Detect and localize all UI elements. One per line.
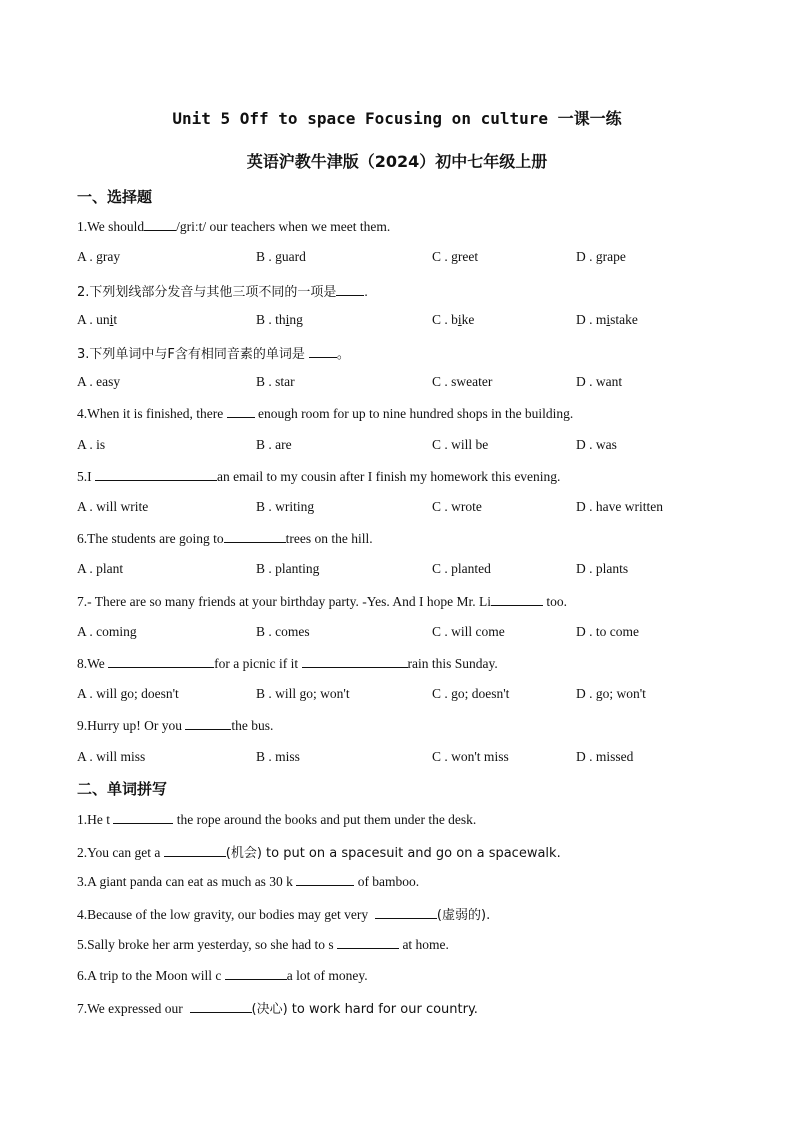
option-c[interactable]: C . sweater: [432, 374, 493, 389]
option-b[interactable]: B . guard: [256, 249, 306, 264]
option-b[interactable]: B . planting: [256, 561, 320, 576]
question-6: 6.The students are going to trees on the hill.: [77, 531, 373, 546]
question-8: 8.We for a picnic if it rain this Sunday.: [77, 656, 498, 671]
option-c[interactable]: C . will come: [432, 624, 505, 639]
question-7: 7.- There are so many friends at your birthday party. -Yes. And I hope Mr. Li too.: [77, 594, 568, 609]
answer-blank[interactable]: [95, 468, 217, 481]
section-heading-choice: 一、选择题: [77, 188, 153, 206]
option-d[interactable]: D . to come: [576, 624, 639, 639]
spelling-question-4: 4.Because of the low gravity, our bodies may get very (虚弱的).: [77, 907, 491, 923]
option-c[interactable]: C . will be: [432, 437, 489, 452]
option-b[interactable]: B . writing: [256, 499, 315, 514]
option-a[interactable]: A . gray: [77, 249, 121, 264]
answer-blank[interactable]: [336, 283, 364, 296]
answer-blank[interactable]: [185, 717, 231, 730]
option-b[interactable]: B . star: [256, 374, 295, 389]
option-a[interactable]: A . will miss: [77, 749, 146, 764]
question-3: 3.下列单词中与F含有相同音素的单词是 。: [77, 347, 350, 362]
option-c[interactable]: C . wrote: [432, 499, 482, 514]
option-b[interactable]: B . comes: [256, 624, 310, 639]
answer-blank[interactable]: [144, 218, 176, 231]
answer-blank[interactable]: [296, 873, 354, 886]
spelling-question-6: 6.A trip to the Moon will c a lot of money.: [77, 968, 368, 983]
option-d[interactable]: D . want: [576, 374, 623, 389]
question-9: 9.Hurry up! Or you the bus.: [77, 718, 274, 733]
option-d[interactable]: D . have written: [576, 499, 663, 514]
option-c[interactable]: C . planted: [432, 561, 491, 576]
spelling-question-3: 3.A giant panda can eat as much as 30 k of bamboo.: [77, 874, 420, 889]
document-title: Unit 5 Off to space Focusing on culture 一课一练: [172, 109, 622, 128]
spelling-question-1: 1.He t the rope around the books and put them under the desk.: [77, 812, 477, 827]
option-a[interactable]: A . easy: [77, 374, 121, 389]
option-c[interactable]: C . won't miss: [432, 749, 509, 764]
answer-blank[interactable]: [227, 405, 255, 418]
option-b[interactable]: B . will go; won't: [256, 686, 350, 701]
answer-blank[interactable]: [491, 593, 543, 606]
spelling-question-2: 2.You can get a (机会) to put on a spacesuit and go on a spacewalk.: [77, 845, 561, 861]
answer-blank[interactable]: [337, 936, 399, 949]
option-d[interactable]: D . was: [576, 437, 617, 452]
spelling-question-5: 5.Sally broke her arm yesterday, so she had to s at home.: [77, 937, 449, 952]
answer-blank[interactable]: [309, 345, 337, 358]
option-c[interactable]: C . greet: [432, 249, 479, 264]
question-4: 4.When it is finished, there enough room for up to nine hundred shops in the building.: [77, 406, 574, 421]
option-c[interactable]: C . bike: [432, 312, 475, 327]
answer-blank[interactable]: [190, 1000, 252, 1013]
answer-blank[interactable]: [164, 844, 226, 857]
option-d[interactable]: D . go; won't: [576, 686, 646, 701]
option-a[interactable]: A . plant: [77, 561, 124, 576]
option-d[interactable]: D . mistake: [576, 312, 638, 327]
option-a[interactable]: A . unit: [77, 312, 118, 327]
option-b[interactable]: B . thing: [256, 312, 303, 327]
answer-blank[interactable]: [225, 967, 287, 980]
answer-blank[interactable]: [108, 655, 214, 668]
question-1: 1.We should /griːt/ our teachers when we meet them.: [77, 219, 391, 234]
document-subtitle: 英语沪教牛津版（2024）初中七年级上册: [246, 152, 548, 171]
question-5: 5.I an email to my cousin after I finish my homework this evening.: [77, 469, 561, 484]
spelling-question-7: 7.We expressed our (决心) to work hard for our country.: [77, 1001, 478, 1017]
option-a[interactable]: A . will write: [77, 499, 149, 514]
option-d[interactable]: D . plants: [576, 561, 629, 576]
option-d[interactable]: D . missed: [576, 749, 634, 764]
option-b[interactable]: B . are: [256, 437, 292, 452]
option-a[interactable]: A . coming: [77, 624, 137, 639]
option-d[interactable]: D . grape: [576, 249, 626, 264]
question-2: 2.下列划线部分发音与其他三项不同的一项是 .: [77, 284, 368, 300]
option-c[interactable]: C . go; doesn't: [432, 686, 510, 701]
answer-blank[interactable]: [113, 811, 173, 824]
option-b[interactable]: B . miss: [256, 749, 300, 764]
answer-blank[interactable]: [302, 655, 408, 668]
option-a[interactable]: A . is: [77, 437, 106, 452]
answer-blank[interactable]: [224, 530, 286, 543]
section-heading-spelling: 二、单词拼写: [77, 780, 168, 798]
option-a[interactable]: A . will go; doesn't: [77, 686, 179, 701]
answer-blank[interactable]: [375, 906, 437, 919]
